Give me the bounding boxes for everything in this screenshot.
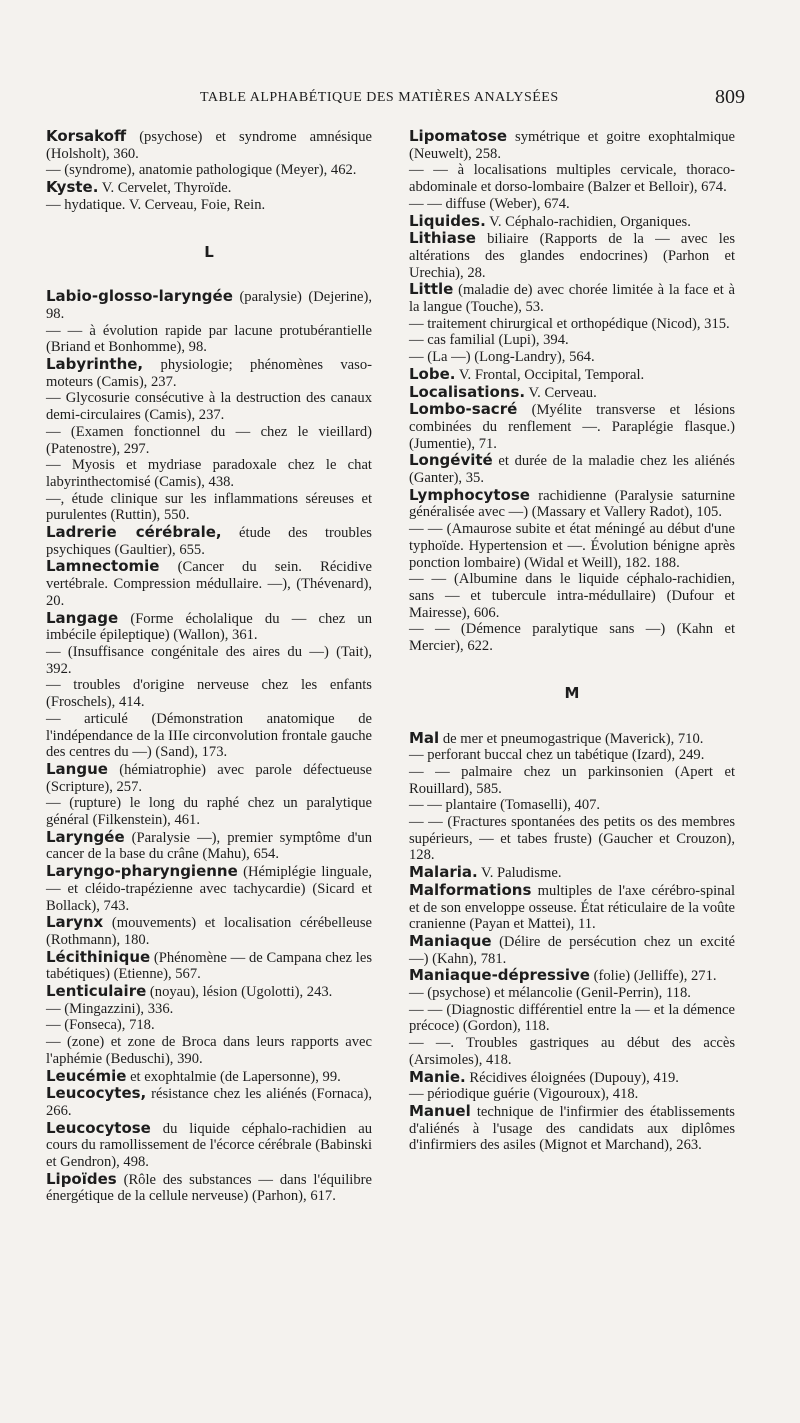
entry-text: (paralysie) (Dejerine), 98. <box>46 289 372 322</box>
entry-heading: Manuel <box>409 1101 471 1120</box>
entry-heading: Leucocytes, <box>46 1084 147 1103</box>
index-entry <box>409 316 735 333</box>
index-entry <box>46 162 372 179</box>
entry-heading: Lymphocytose <box>409 485 530 504</box>
entry-text: (Hémiplégie linguale, — et cléido-trapézienne avec tachycardie) (Sicard et Bollack), 743. <box>46 864 372 914</box>
entry-text: — Myosis et mydriase paradoxale chez le chat labyrinthectomisé (Camis), 438. <box>46 457 372 490</box>
index-entry <box>46 179 372 197</box>
index-entry <box>409 196 735 213</box>
entry-text: — (La —) (Long-Landry), 564. <box>409 349 595 366</box>
entry-heading: Longévité <box>409 451 493 470</box>
running-title: TABLE ALPHABÉTIQUE DES MATIÈRES ANALYSÉES <box>200 90 559 105</box>
entry-heading: Manie. <box>409 1067 466 1086</box>
entry-heading: Malaria. <box>409 863 478 882</box>
index-entry <box>409 230 735 281</box>
index-entry <box>409 401 735 452</box>
index-entry <box>46 677 372 710</box>
entry-heading: Laryngée <box>46 827 125 846</box>
entry-text: (mouvements) et localisation cérébelleuse (Rothmann), 180. <box>46 915 372 948</box>
entry-text: multiples de l'axe cérébro-spinal et de son enveloppe osseuse. État réticulaire de la voûte cranienne (Payan et Mattei), 11. <box>409 882 735 933</box>
index-entry <box>46 424 372 457</box>
entry-text: — — (Fractures spontanées des petits os des membres supérieurs, — et tabes fruste) (Gaucher et Crouzon), 128. <box>409 814 735 864</box>
entry-text: (Phénomène — de Campana chez les tabétiques) (Etienne), 567. <box>46 949 372 983</box>
entry-text: — — (Albumine dans le liquide céphalo-rachidien, sans — et tubercule intra-médullaire) (Dufour et Mairesse), 606. <box>409 571 735 621</box>
entry-heading: Little <box>409 280 454 299</box>
index-entry <box>46 863 372 914</box>
index-entry <box>409 281 735 315</box>
index-entry <box>46 197 372 214</box>
entry-text: — (Mingazzini), 336. <box>46 1000 174 1017</box>
entry-text: — troubles d'origine nerveuse chez les enfants (Froschels), 414. <box>46 677 372 711</box>
index-entry <box>409 1002 735 1035</box>
index-entry <box>46 644 372 677</box>
entry-text: (folie) (Jelliffe), 271. <box>589 968 717 985</box>
entry-text: — cas familial (Lupi), 394. <box>409 332 569 349</box>
index-entry <box>46 795 372 828</box>
entry-text: — — palmaire chez un parkinsonien (Apert et Rouillard), 585. <box>409 763 735 797</box>
index-entry <box>409 621 735 654</box>
entry-text: Récidives éloignées (Dupouy), 419. <box>465 1069 679 1086</box>
entry-heading: Kyste. <box>46 178 99 197</box>
entry-text: (noyau), lésion (Ugolotti), 243. <box>146 984 333 1001</box>
entry-heading: Langage <box>46 608 119 627</box>
index-entry <box>409 366 735 384</box>
entry-heading: Lipoïdes <box>46 1169 117 1188</box>
entry-text: (psychose) et syndrome amnésique (Holsholt), 360. <box>46 129 372 162</box>
entry-heading: Leucémie <box>46 1066 127 1085</box>
entry-text: rachidienne (Paralysie saturnine généralisée avec —) (Massary et Vallery Radot), 105. <box>409 487 735 521</box>
index-entry <box>46 524 372 558</box>
entry-heading: Leucocytose <box>46 1118 151 1137</box>
entry-text: (Délire de persécution chez un excité —) (Kahn), 781. <box>409 933 735 967</box>
entry-text: — Glycosurie consécutive à la destruction des canaux demi-circulaires (Camis), 237. <box>46 390 372 424</box>
index-entry <box>46 457 372 490</box>
index-entry <box>46 288 372 322</box>
entry-heading: Liquides. <box>409 211 486 230</box>
entry-text: — —. Troubles gastriques au début des accès (Arsimoles), 418. <box>409 1035 735 1068</box>
entry-text: (Myélite transverse et lésions combinées du renflement —. Paraplégie flasque.) (Jumentie), 71. <box>409 402 735 452</box>
index-entry <box>409 487 735 521</box>
index-entry <box>46 390 372 423</box>
entry-text: — traitement chirurgical et orthopédique (Nicod), 315. <box>409 315 730 332</box>
index-entry <box>409 882 735 933</box>
index-column-left <box>46 128 372 1205</box>
entry-text: — — (Démence paralytique sans —) (Kahn et Mercier), 622. <box>409 621 735 655</box>
index-entry <box>46 914 372 948</box>
index-entry <box>409 1086 735 1103</box>
entry-text: — périodique guérie (Vigouroux), 418. <box>409 1086 639 1103</box>
index-entry <box>46 829 372 863</box>
entry-text: — perforant buccal chez un tabétique (Izard), 249. <box>409 747 705 764</box>
index-entry <box>409 797 735 814</box>
entry-heading: Lécithinique <box>46 947 151 966</box>
entry-text: — (Insuffisance congénitale des aires du —) (Tait), 392. <box>46 643 372 677</box>
index-entry <box>409 571 735 621</box>
index-entry <box>46 761 372 795</box>
entry-text: — — à localisations multiples cervicale, thoraco-abdominale et dorso-lombaire (Balzer et Belloir), 674. <box>409 162 735 196</box>
entry-text: et durée de la maladie chez les aliénés (Ganter), 35. <box>409 453 735 487</box>
index-entry <box>46 711 372 761</box>
entry-text: V. Cerveau. <box>525 384 597 401</box>
entry-text: V. Frontal, Occipital, Temporal. <box>455 366 645 383</box>
entry-heading: Lipomatose <box>409 127 508 145</box>
entry-text: V. Céphalo-rachidien, Organiques. <box>485 213 691 230</box>
entry-text: (Rôle des substances — dans l'équilibre énergétique de la cellule nerveuse) (Parhon), 617. <box>46 1171 372 1205</box>
entry-heading: Maniaque <box>409 931 492 950</box>
entry-text: —, étude clinique sur les inflammations séreuses et purulentes (Ruttin), 550. <box>46 490 372 524</box>
index-entry <box>46 1085 372 1119</box>
entry-text: (Forme écholalique du — chez un imbécile épileptique) (Wallon), 361. <box>46 610 372 644</box>
index-entry <box>409 162 735 195</box>
section-letter: M <box>564 683 580 702</box>
index-entry <box>409 521 735 571</box>
index-entry <box>46 1068 372 1086</box>
index-entry <box>46 323 372 356</box>
index-entry <box>409 1035 735 1068</box>
index-entry <box>409 967 735 985</box>
entry-text: — (Examen fonctionnel du — chez le vieillard) (Patenostre), 297. <box>46 423 372 457</box>
entry-heading: Lamnectomie <box>46 557 160 576</box>
entry-heading: Lombo-sacré <box>409 400 518 419</box>
index-entry <box>46 128 372 162</box>
entry-heading: Ladrerie cérébrale, <box>46 523 222 542</box>
entry-text: (hémiatrophie) avec parole défectueuse (Scripture), 257. <box>46 761 372 795</box>
index-entry <box>409 1069 735 1087</box>
index-entry <box>46 949 372 983</box>
entry-heading: Lenticulaire <box>46 982 147 1001</box>
entry-heading: Localisations. <box>409 382 526 401</box>
entry-heading: Langue <box>46 759 108 778</box>
entry-text: (Cancer du sein. Récidive vertébrale. Compression médullaire. —), (Thévenard), 20. <box>46 559 372 609</box>
entry-text: — — plantaire (Tomaselli), 407. <box>409 797 601 814</box>
entry-text: — — (Diagnostic différentiel entre la — et la démence précoce) (Gordon), 118. <box>409 1001 735 1035</box>
section-letter: L <box>204 242 214 261</box>
entry-text: — — (Amaurose subite et état méningé au début d'une typhoïde. Hypertension et —. Évolution bénigne après ponction lombaire) (Widal et Weill), 182. 188. <box>409 521 735 571</box>
entry-text: biliaire (Rapports de la — avec les altérations des glandes endocrines) (Parhon et Urechia), 28. <box>409 231 735 281</box>
entry-text: — (rupture) le long du raphé chez un paralytique général (Filkenstein), 461. <box>46 795 372 829</box>
index-entry <box>46 1001 372 1018</box>
index-entry <box>409 332 735 349</box>
index-entry <box>409 1103 735 1154</box>
entry-text: — hydatique. V. Cerveau, Foie, Rein. <box>46 196 266 213</box>
index-entry <box>46 491 372 524</box>
page-header <box>200 88 745 112</box>
entry-heading: Labyrinthe, <box>46 355 144 374</box>
index-entry <box>46 610 372 644</box>
index-entry <box>409 452 735 486</box>
entry-text: — (psychose) et mélancolie (Genil-Perrin), 118. <box>409 985 691 1002</box>
entry-heading: Labio-glosso-laryngée <box>46 287 233 306</box>
index-entry <box>409 349 735 366</box>
index-entry <box>46 356 372 390</box>
entry-text: du liquide céphalo-rachidien au cours du ramollissement de l'écorce cérébrale (Babinski et Gendron), 498. <box>46 1120 372 1171</box>
index-entry <box>46 1034 372 1067</box>
index-entry <box>46 1120 372 1171</box>
entry-text: symétrique et goitre exophtalmique (Neuwelt), 258. <box>409 129 735 162</box>
index-column-right <box>409 128 735 1154</box>
index-entry <box>409 764 735 797</box>
entry-text: — (zone) et zone de Broca dans leurs rapports avec l'aphémie (Beduschi), 390. <box>46 1034 372 1067</box>
entry-heading: Lithiase <box>409 229 476 248</box>
entry-heading: Larynx <box>46 913 104 932</box>
index-entry <box>46 1017 372 1034</box>
entry-text: — (Fonseca), 718. <box>46 1017 155 1034</box>
entry-text: (Paralysie —), premier symptôme d'un cancer de la base du crâne (Mahu), 654. <box>46 829 372 863</box>
index-entry <box>409 384 735 402</box>
index-entry <box>409 814 735 864</box>
index-entry <box>409 730 735 748</box>
entry-text: et exophtalmie (de Lapersonne), 99. <box>126 1068 341 1085</box>
entry-text: de mer et pneumogastrique (Maverick), 710. <box>439 730 704 747</box>
entry-text: — (syndrome), anatomie pathologique (Meyer), 462. <box>46 162 357 179</box>
index-entry <box>409 864 735 882</box>
entry-text: — — à évolution rapide par lacune protubérantielle (Briand et Bonhomme), 98. <box>46 322 372 356</box>
entry-text: physiologie; phénomènes vaso-moteurs (Camis), 237. <box>46 357 372 390</box>
index-entry <box>46 558 372 609</box>
entry-text: V. Paludisme. <box>477 865 562 882</box>
entry-heading: Maniaque-dépressive <box>409 966 590 985</box>
index-entry <box>46 983 372 1001</box>
entry-text: — articulé (Démonstration anatomique de l'indépendance de la IIIe circonvolution frontale gauche des centres du —) (Sand), 173. <box>46 710 372 761</box>
entry-heading: Lobe. <box>409 364 456 383</box>
entry-text: (maladie de) avec chorée limitée à la face et à la langue (Touche), 53. <box>409 282 735 316</box>
entry-heading: Korsakoff <box>46 127 127 145</box>
index-entry <box>409 985 735 1002</box>
index-entry <box>409 933 735 967</box>
entry-text: étude des troubles psychiques (Gaultier), 655. <box>46 525 372 558</box>
entry-text: — — diffuse (Weber), 674. <box>409 195 570 212</box>
entry-text: V. Cervelet, Thyroïde. <box>98 180 232 197</box>
entry-heading: Mal <box>409 728 440 747</box>
entry-heading: Malformations <box>409 880 532 899</box>
entry-heading: Laryngo-pharyngienne <box>46 862 238 881</box>
entry-text: technique de l'infirmier des établissements d'aliénés à l'usage des candidats aux diplômes d'infirmiers des asiles (Mignot et Marchand), 263. <box>409 1103 735 1154</box>
page-number: 809 <box>715 86 745 108</box>
entry-text: résistance chez les aliénés (Fornaca), 266. <box>46 1086 372 1119</box>
index-entry <box>409 747 735 764</box>
index-entry <box>409 128 735 162</box>
index-entry <box>409 213 735 231</box>
index-entry <box>46 1171 372 1205</box>
